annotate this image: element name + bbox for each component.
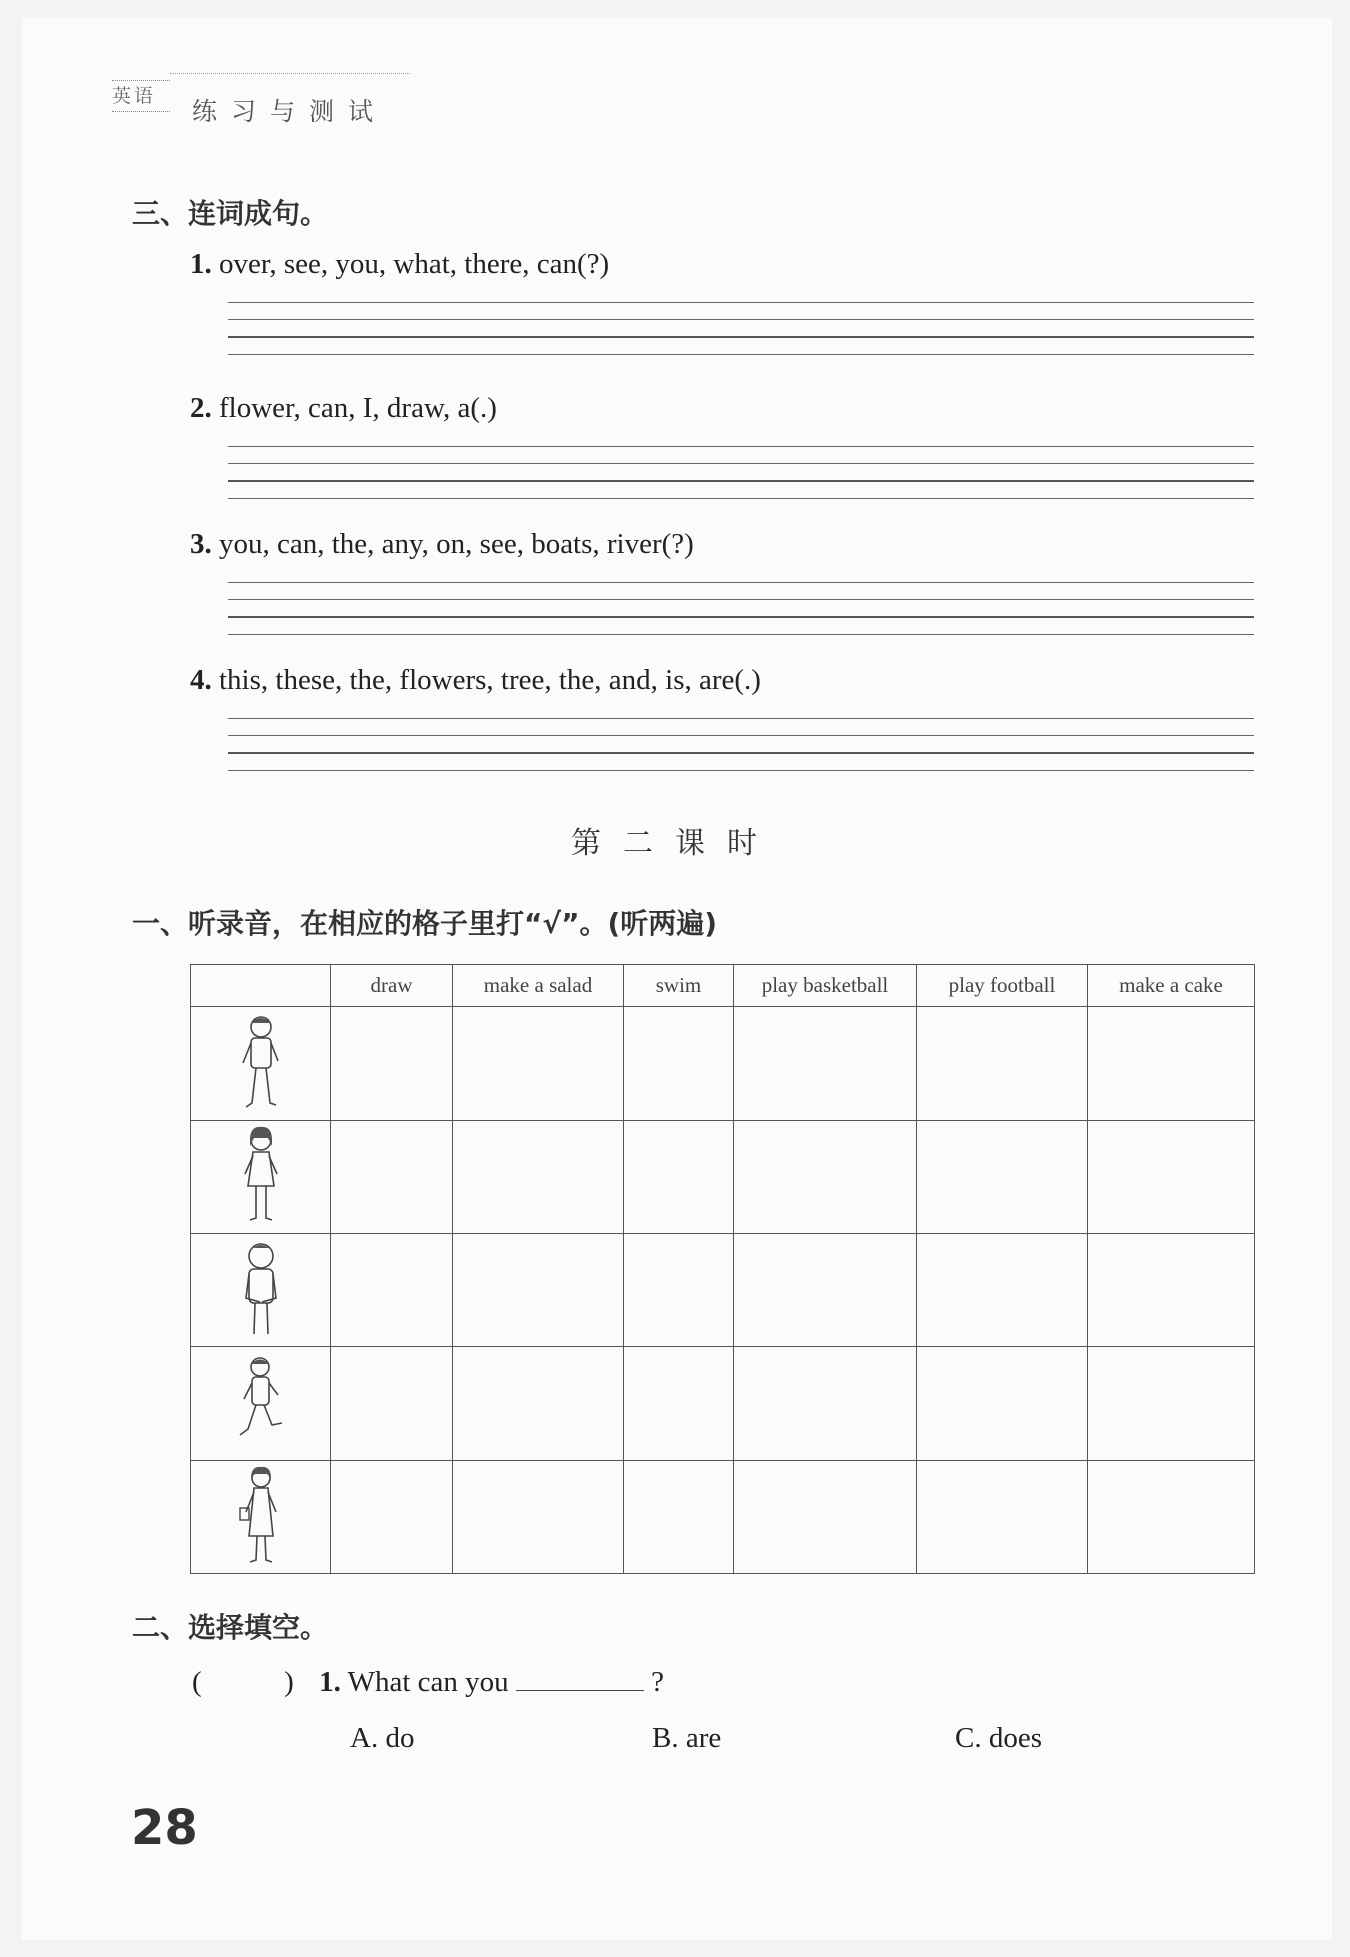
question-words: flower, can, I, draw, a(.) [219, 392, 497, 424]
lesson-title: 第二课时 [571, 826, 779, 861]
answer-cell[interactable] [453, 1460, 624, 1573]
header-row [191, 965, 1255, 1007]
option-c: C. does [955, 1722, 1042, 1754]
column-header: draw [331, 965, 453, 1007]
answer-cell[interactable] [1088, 1233, 1255, 1346]
answer-cell[interactable] [624, 1460, 734, 1573]
book-title: 练习与测试 [192, 97, 388, 126]
running-boy-icon [226, 1351, 296, 1456]
question-3 [190, 528, 694, 561]
answer-cell[interactable] [1088, 1120, 1255, 1233]
answer-cell[interactable] [453, 1347, 624, 1460]
answer-cell[interactable] [734, 1120, 917, 1233]
question-words: over, see, you, what, there, can(?) [219, 248, 610, 280]
answer-cell[interactable] [917, 1120, 1088, 1233]
section1-heading: 一、听录音，在相应的格子里打“√”。(听两遍) [132, 907, 718, 940]
answer-cell[interactable] [453, 1233, 624, 1346]
listening-grid [190, 964, 1255, 1574]
question-number: 1. [190, 248, 212, 280]
boy-figure-icon [226, 1011, 296, 1116]
answer-cell[interactable] [734, 1233, 917, 1346]
kid-cell [191, 1120, 331, 1233]
answer-cell[interactable] [331, 1007, 453, 1120]
answer-cell[interactable] [1088, 1460, 1255, 1573]
column-header: make a salad [453, 965, 624, 1007]
boy-figure-icon [226, 1238, 296, 1343]
answer-cell[interactable] [734, 1347, 917, 1460]
answer-paren-close: ) [284, 1666, 294, 1698]
answer-cell[interactable] [453, 1007, 624, 1120]
answer-lines-3[interactable] [228, 582, 1254, 636]
table-row [191, 1120, 1255, 1233]
kid-cell [191, 1007, 331, 1120]
table-row [191, 1007, 1255, 1120]
answer-cell[interactable] [331, 1233, 453, 1346]
kid-cell [191, 1233, 331, 1346]
answer-cell[interactable] [917, 1347, 1088, 1460]
question-4 [190, 664, 761, 697]
answer-cell[interactable] [624, 1233, 734, 1346]
answer-cell[interactable] [734, 1007, 917, 1120]
page-number: 28 [131, 1800, 198, 1856]
table-row [191, 1347, 1255, 1460]
table-row [191, 1233, 1255, 1346]
question-words: you, can, the, any, on, see, boats, river(?) [219, 528, 694, 560]
corner-cell [191, 965, 331, 1007]
fill-in-blank[interactable] [516, 1664, 644, 1691]
answer-cell[interactable] [624, 1120, 734, 1233]
section2-heading: 二、选择填空。 [132, 1611, 329, 1644]
answer-cell[interactable] [917, 1233, 1088, 1346]
choice-question-1 [192, 1664, 664, 1699]
answer-cell[interactable] [331, 1460, 453, 1573]
answer-lines-1[interactable] [228, 302, 1254, 356]
column-header: swim [624, 965, 734, 1007]
question-number: 4. [190, 664, 212, 696]
question-2 [190, 392, 497, 425]
answer-cell[interactable] [331, 1120, 453, 1233]
question-number: 1. [319, 1666, 341, 1698]
question-number: 2. [190, 392, 212, 424]
answer-lines-2[interactable] [228, 446, 1254, 500]
question-words: this, these, the, flowers, tree, the, and, is, are(.) [219, 664, 761, 696]
answer-lines-4[interactable] [228, 718, 1254, 772]
column-header: play basketball [734, 965, 917, 1007]
girl-figure-icon [226, 1464, 296, 1569]
answer-cell[interactable] [917, 1007, 1088, 1120]
question-number: 3. [190, 528, 212, 560]
answer-cell[interactable] [331, 1347, 453, 1460]
answer-paren-open: ( [192, 1666, 202, 1698]
answer-cell[interactable] [624, 1347, 734, 1460]
option-b: B. are [652, 1722, 722, 1754]
header-dotted-line [170, 73, 410, 74]
answer-cell[interactable] [1088, 1347, 1255, 1460]
subject-badge: 英语 [112, 80, 170, 112]
column-header: make a cake [1088, 965, 1255, 1007]
answer-cell[interactable] [1088, 1007, 1255, 1120]
section3-heading: 三、连词成句。 [132, 197, 329, 230]
answer-cell[interactable] [917, 1460, 1088, 1573]
answer-cell[interactable] [624, 1007, 734, 1120]
kid-cell [191, 1347, 331, 1460]
question-1 [190, 248, 609, 281]
kid-cell [191, 1460, 331, 1573]
answer-cell[interactable] [453, 1120, 624, 1233]
option-a: A. do [350, 1722, 415, 1754]
table-row [191, 1460, 1255, 1573]
girl-figure-icon [226, 1124, 296, 1229]
question-mark: ? [651, 1666, 664, 1698]
question-text: What can you [347, 1666, 509, 1698]
answer-cell[interactable] [734, 1460, 917, 1573]
column-header: play football [917, 965, 1088, 1007]
